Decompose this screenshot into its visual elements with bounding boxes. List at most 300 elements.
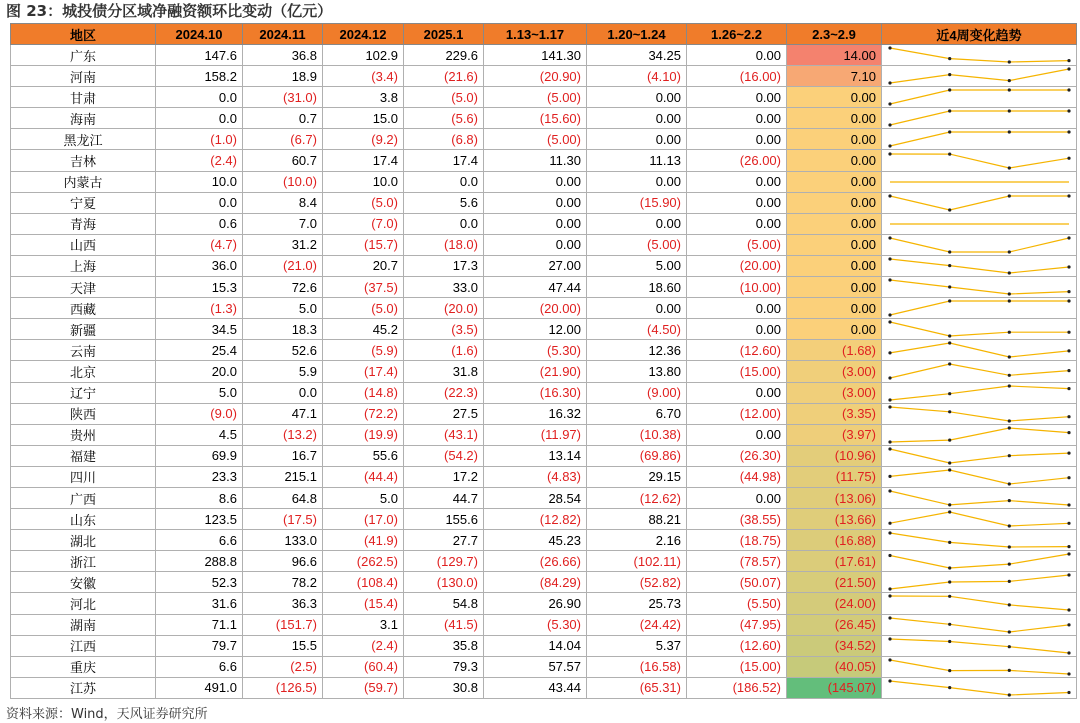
- sparkline-point: [1067, 300, 1070, 303]
- sparkline-point: [888, 103, 891, 106]
- value-cell: 5.0: [156, 382, 243, 403]
- sparkline-point: [888, 352, 891, 355]
- value-cell: (26.00): [687, 150, 787, 171]
- value-cell: (11.97): [484, 424, 587, 445]
- value-cell: (41.9): [323, 530, 404, 551]
- value-cell: 31.2: [243, 234, 323, 255]
- sparkline-line: [890, 48, 1069, 62]
- sparkline-point: [1008, 292, 1011, 295]
- value-cell: 18.9: [243, 66, 323, 87]
- region-cell: 黑龙江: [11, 129, 156, 150]
- value-cell: 4.5: [156, 424, 243, 445]
- value-cell: 158.2: [156, 66, 243, 87]
- value-cell: (59.7): [323, 677, 404, 698]
- heatmap-value-cell: (13.66): [787, 509, 882, 530]
- region-cell: 江苏: [11, 677, 156, 698]
- value-cell: (108.4): [323, 572, 404, 593]
- sparkline-point: [1008, 563, 1011, 566]
- value-cell: 17.4: [404, 150, 484, 171]
- table-row: [11, 403, 1077, 424]
- sparkline-line: [890, 386, 1069, 400]
- value-cell: (9.00): [587, 382, 687, 403]
- value-cell: 79.7: [156, 635, 243, 656]
- value-cell: 0.0: [404, 213, 484, 234]
- table-row: [11, 319, 1077, 340]
- sparkline-line: [890, 449, 1069, 463]
- value-cell: 57.57: [484, 656, 587, 677]
- heatmap-value-cell: (145.07): [787, 677, 882, 698]
- heatmap-value-cell: (11.75): [787, 466, 882, 487]
- region-cell: 西藏: [11, 298, 156, 319]
- value-cell: (24.42): [587, 614, 687, 635]
- table-row: [11, 487, 1077, 508]
- sparkline-point: [1008, 250, 1011, 253]
- value-cell: (1.0): [156, 129, 243, 150]
- value-cell: (84.29): [484, 572, 587, 593]
- value-cell: (2.5): [243, 656, 323, 677]
- value-cell: (17.0): [323, 509, 404, 530]
- sparkline-point: [1067, 331, 1070, 334]
- sparkline-point: [1067, 451, 1070, 454]
- value-cell: (72.2): [323, 403, 404, 424]
- trend-sparkline-cell: [882, 108, 1077, 129]
- sparkline-point: [1067, 476, 1070, 479]
- sparkline-point: [1067, 59, 1070, 62]
- value-cell: (12.60): [687, 635, 787, 656]
- column-header: 近4周变化趋势: [882, 24, 1077, 45]
- value-cell: (50.07): [687, 572, 787, 593]
- value-cell: (130.0): [404, 572, 484, 593]
- value-cell: (262.5): [323, 551, 404, 572]
- source-note: 资料来源：Wind，天风证券研究所: [6, 707, 208, 722]
- sparkline-point: [888, 489, 891, 492]
- value-cell: (15.90): [587, 192, 687, 213]
- sparkline-point: [948, 410, 951, 413]
- sparkline-line: [890, 618, 1069, 632]
- trend-sparkline-cell: [882, 129, 1077, 150]
- sparkline-point: [1008, 693, 1011, 696]
- sparkline-point: [948, 392, 951, 395]
- value-cell: (4.83): [484, 466, 587, 487]
- sparkline-point: [1067, 156, 1070, 159]
- value-cell: 0.00: [484, 192, 587, 213]
- value-cell: 54.8: [404, 593, 484, 614]
- value-cell: 79.3: [404, 656, 484, 677]
- value-cell: (44.4): [323, 466, 404, 487]
- sparkline-point: [888, 398, 891, 401]
- column-header: 1.13~1.17: [484, 24, 587, 45]
- sparkline-line: [890, 554, 1069, 568]
- sparkline-point: [1067, 131, 1070, 134]
- value-cell: (9.2): [323, 129, 404, 150]
- value-cell: 8.4: [243, 192, 323, 213]
- value-cell: 123.5: [156, 509, 243, 530]
- value-cell: (15.7): [323, 234, 404, 255]
- sparkline-point: [948, 250, 951, 253]
- sparkline: [882, 551, 1077, 571]
- heatmap-value-cell: 0.00: [787, 319, 882, 340]
- value-cell: (26.66): [484, 551, 587, 572]
- value-cell: 78.2: [243, 572, 323, 593]
- value-cell: 141.30: [484, 45, 587, 66]
- region-cell: 云南: [11, 340, 156, 361]
- sparkline-point: [948, 595, 951, 598]
- table-body: [11, 45, 1077, 699]
- value-cell: (18.75): [687, 530, 787, 551]
- value-cell: 30.8: [404, 677, 484, 698]
- heatmap-value-cell: (3.00): [787, 382, 882, 403]
- value-cell: 5.37: [587, 635, 687, 656]
- value-cell: (9.0): [156, 403, 243, 424]
- heatmap-value-cell: 0.00: [787, 234, 882, 255]
- sparkline-point: [948, 581, 951, 584]
- heatmap-value-cell: (10.96): [787, 445, 882, 466]
- region-cell: 北京: [11, 361, 156, 382]
- value-cell: 17.4: [323, 150, 404, 171]
- value-cell: (20.90): [484, 66, 587, 87]
- value-cell: (13.2): [243, 424, 323, 445]
- heatmap-value-cell: (21.50): [787, 572, 882, 593]
- table-row: [11, 298, 1077, 319]
- table-row: [11, 593, 1077, 614]
- value-cell: 155.6: [404, 509, 484, 530]
- sparkline-point: [948, 669, 951, 672]
- sparkline-point: [948, 541, 951, 544]
- sparkline-point: [888, 658, 891, 661]
- heatmap-value-cell: 0.00: [787, 171, 882, 192]
- sparkline-point: [1008, 546, 1011, 549]
- trend-sparkline-cell: [882, 319, 1077, 340]
- sparkline-point: [1008, 499, 1011, 502]
- value-cell: 72.6: [243, 277, 323, 298]
- sparkline-point: [1008, 482, 1011, 485]
- sparkline-line: [890, 470, 1069, 484]
- value-cell: 26.90: [484, 593, 587, 614]
- value-cell: 0.00: [587, 213, 687, 234]
- value-cell: 20.7: [323, 255, 404, 276]
- sparkline: [882, 404, 1077, 424]
- sparkline-point: [948, 567, 951, 570]
- sparkline-point: [948, 264, 951, 267]
- value-cell: (20.00): [484, 298, 587, 319]
- column-header: 2.3~2.9: [787, 24, 882, 45]
- trend-sparkline-cell: [882, 361, 1077, 382]
- sparkline-line: [890, 533, 1069, 547]
- heatmap-value-cell: (26.45): [787, 614, 882, 635]
- table-row: [11, 255, 1077, 276]
- value-cell: (5.00): [484, 87, 587, 108]
- sparkline-point: [1008, 131, 1011, 134]
- column-header: 2024.10: [156, 24, 243, 45]
- table-header-row: [11, 24, 1077, 45]
- value-cell: 0.00: [687, 487, 787, 508]
- trend-sparkline-cell: [882, 487, 1077, 508]
- value-cell: (151.7): [243, 614, 323, 635]
- value-cell: 12.36: [587, 340, 687, 361]
- sparkline-point: [1008, 166, 1011, 169]
- sparkline-point: [1067, 89, 1070, 92]
- value-cell: (2.4): [323, 635, 404, 656]
- region-cell: 河南: [11, 66, 156, 87]
- trend-sparkline-cell: [882, 635, 1077, 656]
- value-cell: (21.90): [484, 361, 587, 382]
- trend-sparkline-cell: [882, 424, 1077, 445]
- sparkline-line: [890, 259, 1069, 273]
- sparkline-point: [888, 532, 891, 535]
- value-cell: 7.0: [243, 213, 323, 234]
- value-cell: (12.60): [687, 340, 787, 361]
- sparkline-point: [888, 46, 891, 49]
- value-cell: 0.00: [687, 424, 787, 445]
- sparkline-point: [888, 475, 891, 478]
- heatmap-value-cell: (40.05): [787, 656, 882, 677]
- sparkline: [882, 193, 1077, 213]
- value-cell: (15.4): [323, 593, 404, 614]
- trend-sparkline-cell: [882, 572, 1077, 593]
- sparkline: [882, 383, 1077, 403]
- value-cell: 15.5: [243, 635, 323, 656]
- value-cell: 0.0: [404, 171, 484, 192]
- sparkline-point: [1008, 300, 1011, 303]
- trend-sparkline-cell: [882, 340, 1077, 361]
- table-row: [11, 382, 1077, 403]
- value-cell: (5.30): [484, 340, 587, 361]
- sparkline-point: [888, 595, 891, 598]
- sparkline: [882, 615, 1077, 635]
- heatmap-value-cell: (3.97): [787, 424, 882, 445]
- value-cell: 17.3: [404, 255, 484, 276]
- value-cell: 29.15: [587, 466, 687, 487]
- value-cell: (16.00): [687, 66, 787, 87]
- value-cell: 6.6: [156, 530, 243, 551]
- value-cell: 5.0: [323, 487, 404, 508]
- trend-sparkline-cell: [882, 192, 1077, 213]
- sparkline-point: [1067, 110, 1070, 113]
- sparkline-point: [948, 686, 951, 689]
- value-cell: 0.0: [156, 87, 243, 108]
- sparkline-point: [1067, 574, 1070, 577]
- sparkline-point: [888, 124, 891, 127]
- sparkline: [882, 593, 1077, 613]
- trend-sparkline-cell: [882, 530, 1077, 551]
- region-cell: 宁夏: [11, 192, 156, 213]
- sparkline-point: [1008, 110, 1011, 113]
- value-cell: 18.60: [587, 277, 687, 298]
- region-cell: 河北: [11, 593, 156, 614]
- sparkline-point: [1067, 545, 1070, 548]
- trend-sparkline-cell: [882, 656, 1077, 677]
- value-cell: 0.00: [687, 382, 787, 403]
- heatmap-value-cell: 0.00: [787, 108, 882, 129]
- heatmap-value-cell: (17.61): [787, 551, 882, 572]
- trend-sparkline-cell: [882, 551, 1077, 572]
- value-cell: 47.1: [243, 403, 323, 424]
- table-row: [11, 509, 1077, 530]
- value-cell: 0.00: [484, 234, 587, 255]
- value-cell: (15.00): [687, 656, 787, 677]
- heatmap-value-cell: (13.06): [787, 487, 882, 508]
- sparkline-line: [890, 196, 1069, 210]
- trend-sparkline-cell: [882, 298, 1077, 319]
- value-cell: 88.21: [587, 509, 687, 530]
- value-cell: (20.0): [404, 298, 484, 319]
- region-cell: 新疆: [11, 319, 156, 340]
- value-cell: 0.00: [687, 87, 787, 108]
- value-cell: 34.5: [156, 319, 243, 340]
- sparkline-point: [1067, 672, 1070, 675]
- sparkline-line: [890, 660, 1069, 674]
- sparkline: [882, 467, 1077, 487]
- sparkline-point: [948, 73, 951, 76]
- sparkline-point: [1008, 630, 1011, 633]
- sparkline: [882, 277, 1077, 297]
- sparkline-point: [888, 145, 891, 148]
- trend-sparkline-cell: [882, 45, 1077, 66]
- table-row: [11, 213, 1077, 234]
- sparkline-point: [948, 503, 951, 506]
- sparkline: [882, 509, 1077, 529]
- sparkline-point: [1067, 522, 1070, 525]
- table-row: [11, 530, 1077, 551]
- value-cell: 43.44: [484, 677, 587, 698]
- value-cell: (69.86): [587, 445, 687, 466]
- table-row: [11, 108, 1077, 129]
- sparkline-point: [1008, 384, 1011, 387]
- sparkline-point: [1067, 68, 1070, 71]
- sparkline-point: [948, 335, 951, 338]
- value-cell: 0.00: [687, 192, 787, 213]
- region-cell: 安徽: [11, 572, 156, 593]
- value-cell: 25.73: [587, 593, 687, 614]
- sparkline: [882, 108, 1077, 128]
- value-cell: 44.7: [404, 487, 484, 508]
- sparkline-point: [888, 257, 891, 260]
- sparkline: [882, 172, 1077, 192]
- net-financing-table: [10, 23, 1077, 699]
- sparkline-point: [1008, 374, 1011, 377]
- value-cell: (43.1): [404, 424, 484, 445]
- value-cell: (47.95): [687, 614, 787, 635]
- sparkline-point: [888, 82, 891, 85]
- value-cell: 69.9: [156, 445, 243, 466]
- sparkline-point: [1008, 426, 1011, 429]
- sparkline: [882, 446, 1077, 466]
- value-cell: (129.7): [404, 551, 484, 572]
- value-cell: 3.8: [323, 87, 404, 108]
- sparkline-point: [1067, 387, 1070, 390]
- region-cell: 湖南: [11, 614, 156, 635]
- sparkline-line: [890, 407, 1069, 421]
- heatmap-value-cell: 0.00: [787, 255, 882, 276]
- region-cell: 山西: [11, 234, 156, 255]
- value-cell: (5.9): [323, 340, 404, 361]
- value-cell: 2.16: [587, 530, 687, 551]
- table-row: [11, 192, 1077, 213]
- region-cell: 海南: [11, 108, 156, 129]
- table-row: [11, 150, 1077, 171]
- value-cell: 31.8: [404, 361, 484, 382]
- table-row: [11, 572, 1077, 593]
- sparkline-point: [888, 194, 891, 197]
- value-cell: 23.3: [156, 466, 243, 487]
- sparkline: [882, 66, 1077, 86]
- sparkline-point: [1008, 645, 1011, 648]
- value-cell: (102.11): [587, 551, 687, 572]
- value-cell: 0.0: [243, 382, 323, 403]
- sparkline-point: [888, 554, 891, 557]
- value-cell: (10.00): [687, 277, 787, 298]
- table-row: [11, 466, 1077, 487]
- region-cell: 广东: [11, 45, 156, 66]
- value-cell: 52.6: [243, 340, 323, 361]
- value-cell: (5.6): [404, 108, 484, 129]
- value-cell: (2.4): [156, 150, 243, 171]
- value-cell: (12.00): [687, 403, 787, 424]
- sparkline-point: [888, 522, 891, 525]
- sparkline-point: [1008, 669, 1011, 672]
- sparkline-line: [890, 512, 1069, 526]
- value-cell: (65.31): [587, 677, 687, 698]
- sparkline: [882, 530, 1077, 550]
- value-cell: 34.25: [587, 45, 687, 66]
- heatmap-value-cell: 7.10: [787, 66, 882, 87]
- value-cell: (16.58): [587, 656, 687, 677]
- trend-sparkline-cell: [882, 466, 1077, 487]
- sparkline-point: [888, 321, 891, 324]
- value-cell: 0.7: [243, 108, 323, 129]
- table-row: [11, 551, 1077, 572]
- sparkline-line: [890, 681, 1069, 695]
- value-cell: (126.5): [243, 677, 323, 698]
- value-cell: 15.0: [323, 108, 404, 129]
- trend-sparkline-cell: [882, 87, 1077, 108]
- sparkline-point: [1008, 454, 1011, 457]
- region-cell: 浙江: [11, 551, 156, 572]
- sparkline-point: [948, 622, 951, 625]
- value-cell: 36.0: [156, 255, 243, 276]
- value-cell: 20.0: [156, 361, 243, 382]
- sparkline-line: [890, 575, 1069, 589]
- sparkline-point: [948, 468, 951, 471]
- value-cell: (5.00): [484, 129, 587, 150]
- sparkline-point: [888, 236, 891, 239]
- value-cell: (31.0): [243, 87, 323, 108]
- column-header: 1.26~2.2: [687, 24, 787, 45]
- sparkline: [882, 488, 1077, 508]
- value-cell: (41.5): [404, 614, 484, 635]
- trend-sparkline-cell: [882, 677, 1077, 698]
- value-cell: 33.0: [404, 277, 484, 298]
- sparkline-line: [890, 428, 1069, 442]
- sparkline: [882, 235, 1077, 255]
- value-cell: (18.0): [404, 234, 484, 255]
- table-row: [11, 171, 1077, 192]
- region-cell: 甘肃: [11, 87, 156, 108]
- value-cell: 25.4: [156, 340, 243, 361]
- sparkline-line: [890, 343, 1069, 357]
- value-cell: (14.8): [323, 382, 404, 403]
- sparkline-line: [890, 132, 1069, 146]
- sparkline-point: [888, 637, 891, 640]
- sparkline-point: [1008, 194, 1011, 197]
- column-header: 2024.12: [323, 24, 404, 45]
- sparkline-point: [1008, 580, 1011, 583]
- value-cell: 13.80: [587, 361, 687, 382]
- heatmap-value-cell: (3.35): [787, 403, 882, 424]
- region-cell: 重庆: [11, 656, 156, 677]
- value-cell: 5.0: [243, 298, 323, 319]
- heatmap-value-cell: 0.00: [787, 150, 882, 171]
